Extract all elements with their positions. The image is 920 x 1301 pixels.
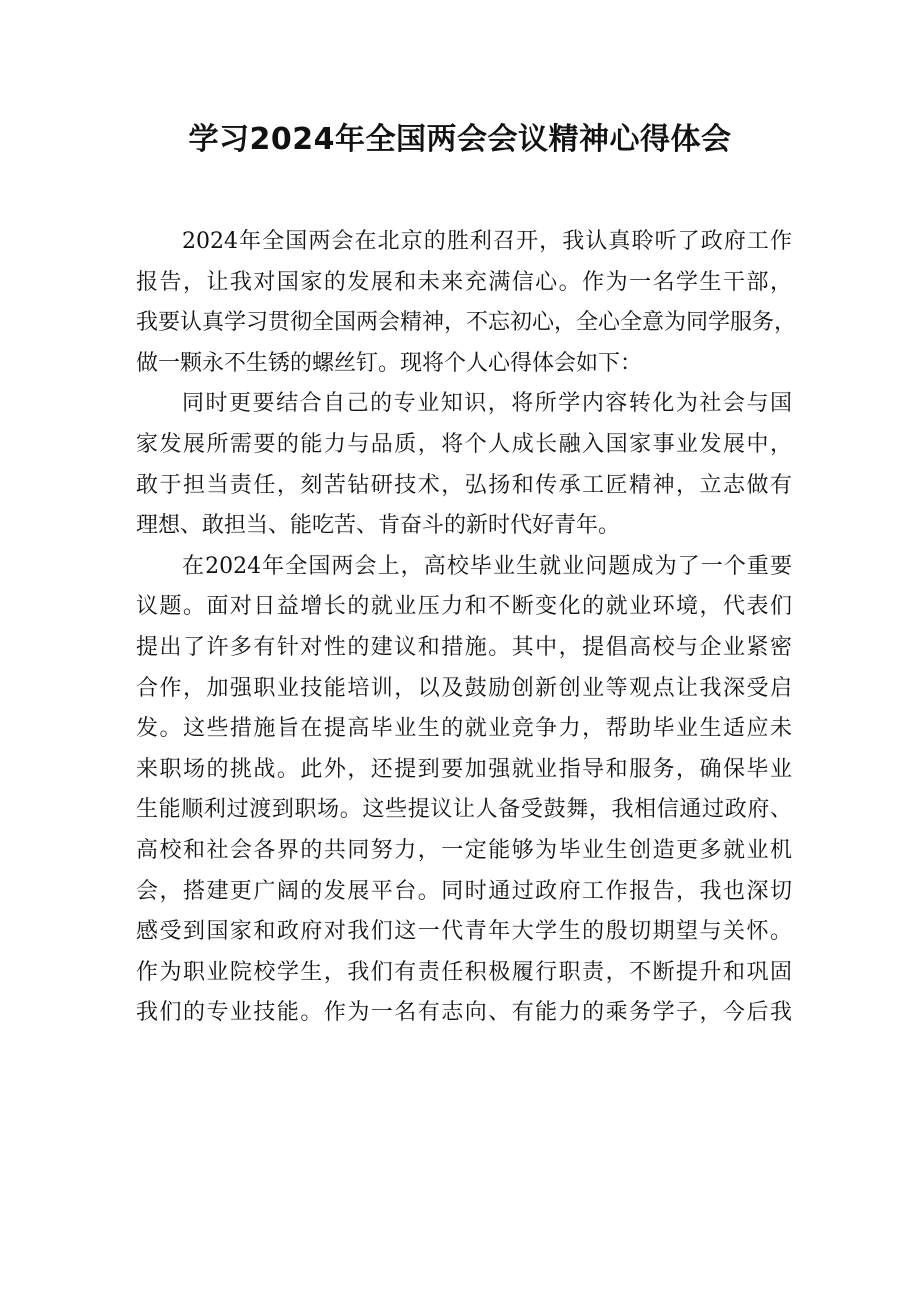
- body-line: 作为职业院校学生，我们有责任积极履行职责，不断提升和巩固: [136, 959, 792, 985]
- body-line: 合作，加强职业技能培训，以及鼓励创新创业等观点让我深受启: [136, 675, 792, 701]
- body-line: 来职场的挑战。此外，还提到要加强就业指导和服务，确保毕业: [136, 756, 792, 782]
- body-line: 生能顺利过渡到职场。这些提议让人备受鼓舞，我相信通过政府、: [136, 797, 792, 823]
- body-line: 家发展所需要的能力与品质，将个人成长融入国家事业发展中，: [136, 431, 792, 457]
- body-line: 高校和社会各界的共同努力，一定能够为毕业生创造更多就业机: [136, 837, 792, 863]
- body-line: 发。这些措施旨在提高毕业生的就业竞争力，帮助毕业生适应未: [136, 716, 792, 742]
- body-line: 我们的专业技能。作为一名有志向、有能力的乘务学子，今后我: [136, 1000, 792, 1026]
- document-body: [136, 222, 797, 1034]
- body-line: 感受到国家和政府对我们这一代青年大学生的殷切期望与关怀。: [136, 919, 792, 945]
- body-line: 2024年全国两会在北京的胜利召开，我认真聆听了政府工作: [182, 229, 792, 254]
- document-title: 学习2024年全国两会会议精神心得体会: [188, 122, 732, 157]
- body-line: 同时更要结合自己的专业知识，将所学内容转化为社会与国: [182, 391, 792, 417]
- body-line: 议题。面对日益增长的就业压力和不断变化的就业环境，代表们: [136, 594, 792, 620]
- body-line: 我要认真学习贯彻全国两会精神，不忘初心，全心全意为同学服务，: [136, 310, 797, 336]
- body-line: 会，搭建更广阔的发展平台。同时通过政府工作报告，我也深切: [136, 878, 792, 904]
- body-line: 提出了许多有针对性的建议和措施。其中，提倡高校与企业紧密: [136, 634, 792, 660]
- body-line: 报告，让我对国家的发展和未来充满信心。作为一名学生干部，: [136, 269, 792, 295]
- body-line: 做一颗永不生锈的螺丝钉。现将个人心得体会如下：: [136, 350, 643, 376]
- body-line: 理想、敢担当、能吃苦、肯奋斗的新时代好青年。: [136, 513, 621, 539]
- body-line: 在2024年全国两会上，高校毕业生就业问题成为了一个重要: [182, 553, 792, 579]
- body-line: 敢于担当责任，刻苦钻研技术，弘扬和传承工匠精神，立志做有: [136, 472, 792, 498]
